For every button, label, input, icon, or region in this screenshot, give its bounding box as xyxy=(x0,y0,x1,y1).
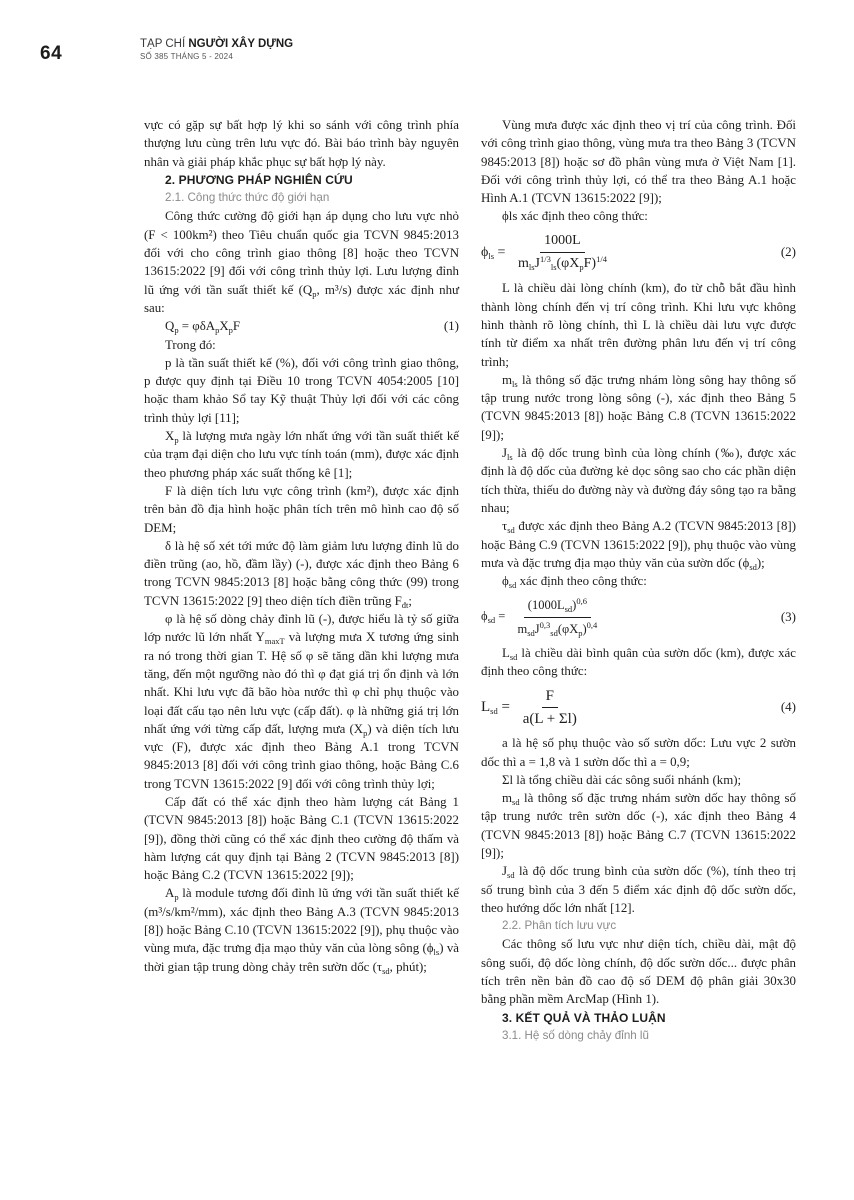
journal-title xyxy=(140,37,293,51)
paragraph: Trong đó: xyxy=(165,337,216,352)
equation-number: (3) xyxy=(780,609,796,625)
equation-3 xyxy=(481,590,796,644)
paragraph: Công thức cường độ giới hạn áp dụng cho lưu vực nhỏ (F < 100km²) theo Tiêu chuẩn quốc gia TCVN 9845:2013 đối với cho công trình giao thông [8] hoặc theo TCVN 13615:2022 [9] đối với công trình thủy lợi. Lưu lượng đỉnh lũ ứng với tần suất thiết kế ($Q_p$, m³/s) được xác định như sau: xyxy=(144,209,460,315)
paragraph: p là tần suất thiết kế (%), đối với công trình giao thông, p được quy định tại Điều 10 trong TCVN 4054:2005 [10] hoặc tham khảo Sổ tay Kỹ thuật Thủy lợi đối với các công trình thủy lợi [11]; xyxy=(144,355,459,425)
paragraph: Vùng mưa được xác định theo vị trí của công trình. Đối với công trình giao thông, vùng mưa tra theo Bảng 3 (TCVN 9845:2013 [8]) hoặc sơ đồ phân vùng mưa ở Việt Nam [1]. Đối với công trình thủy lợi, có thể tra theo Bảng A.1 hoặc Hình A.1 (TCVN 13615:2022 [9]); xyxy=(481,118,796,206)
equation-number: (4) xyxy=(780,699,796,715)
paragraph: a là hệ số phụ thuộc vào số sườn dốc: Lưu vực 2 sườn dốc thì a = 1,8 và 1 sườn dốc thì a = 0,9; xyxy=(481,736,796,769)
paragraph: Σl là tổng chiều dài các sông suối nhánh (km); xyxy=(502,772,742,787)
subsection-heading: 3.1. Hệ số dòng chảy đỉnh lũ xyxy=(502,1028,649,1042)
section-heading: 2. PHƯƠNG PHÁP NGHIÊN CỨU xyxy=(165,172,353,187)
journal-prefix: TẠP CHÍ xyxy=(140,38,186,50)
subsection-heading: 2.1. Công thức thức độ giới hạn xyxy=(165,191,330,205)
paragraph: $\tau_{sd}$ được xác định theo Bảng A.2 (TCVN 9845:2013 [8]) hoặc Bảng C.9 (TCVN 13615:2022 [9]), phụ thuộc vào vùng mưa và đặc trưng địa mạo thủy văn của sườn dốc $(\phi_{sd})$; xyxy=(481,519,796,572)
paragraph: $J_{sd}$ là độ dốc trung bình của sườn dốc (%), tính theo trị số trung bình của 3 đến 5 điểm xác định độ dốc sườn dốc, theo hướng dốc lớn nhất [12]. xyxy=(481,864,796,915)
equation-expression: $Q_p = \varphi\delta A_pX_pF$ xyxy=(165,319,241,336)
paragraph: $J_{ls}$ là độ dốc trung bình của lòng chính (‰), được xác định là độ dốc của đường kẻ dọc sông sao cho các phần diện tích thừa, thiếu do đường này và đường đáy sông tạo ra bằng nhau; xyxy=(481,446,796,515)
paragraph: φ là hệ số dòng chảy đỉnh lũ (-), được hiểu là tỷ số giữa lớp nước lũ lớn nhất $Y_{maxT}$ và lượng mưa X tương ứng sinh ra nó trong thời gian T. Hệ số φ sẽ tăng dần khi lượng mưa tăng, đến một ngưỡng nào đó thì φ đạt giá trị ổn định và lớn nhất. Khi lưu vực đã bão hòa nước thì φ chỉ phụ thuộc vào loại đất cấu tạo nên lưu vực (cấp đất). φ là những giá trị lớn nhất ứng với từng cấp đất, lượng mưa $(X_p)$ và diện tích lưu vực (F), được xác định theo Bảng A.1 trong TCVN 9845:2013 [8] đối với công trình giao thông, hoặc Bảng C.6 trong TCVN 13615:2022 [9] đối với công trình thủy lợi; xyxy=(144,612,460,791)
equation-4 xyxy=(481,681,796,735)
equation-expression: $L_{sd}$ = $\frac{F}{a(L + \Sigma l)}$ xyxy=(481,687,577,727)
journal-name: NGƯỜI XÂY DỰNG xyxy=(188,38,294,50)
subsection-heading: 2.2. Phân tích lưu vực xyxy=(502,919,617,933)
paragraph: ϕls xác định theo công thức: xyxy=(502,209,648,224)
paragraph: δ là hệ số xét tới mức độ làm giảm lưu lượng đỉnh lũ do điền trũng (ao, hồ, đầm lầy) (-), được xác định theo Bảng 6 trong TCVN 9845:2013 [8] hoặc bằng công thức (99) trong TCVN 13615:2022 [9] theo diện tích điền trũng $F_{đt}$; xyxy=(144,538,459,610)
paragraph: Các thông số lưu vực như diện tích, chiều dài, mật độ sông suối, độ dốc lòng chính, độ dốc sườn dốc... được phân tích trên nền bản đồ cao độ số DEM độ phân giải 30x30 bằng phần mềm ArcMap (Hình 1). xyxy=(481,937,796,1007)
equation-number: (1) xyxy=(443,318,459,334)
section-heading: 3. KẾT QUẢ VÀ THẢO LUẬN xyxy=(502,1010,666,1025)
equation-1 xyxy=(144,317,459,335)
right-column xyxy=(481,116,796,1045)
issue-line: SỐ 385 THÁNG 5 - 2024 xyxy=(140,52,233,61)
paragraph: $m_{ls}$ là thông số đặc trưng nhám lòng sông hay thông số tập trung nước trong lòng sông (-), xác định theo Bảng 5 (TCVN 9845:2013 [8]) hoặc Bảng C.8 (TCVN 13615:2022 [9]); xyxy=(481,372,796,442)
paragraph: L là chiều dài lòng chính (km), đo từ chỗ bắt đầu hình thành lòng chính đến vị trí công trình. Khi lưu vực không hình thành rõ lòng chính, thì L là chiều dài lưu vực được tính từ điểm xa nhất trên đường phân lưu đến vị trí công trình; xyxy=(481,281,796,369)
paragraph: F là diện tích lưu vực công trình (km²), được xác định trên bản đồ địa hình hoặc phân tích trên mô hình cao độ số DEM; xyxy=(144,483,459,535)
equation-expression: $\phi_{sd}$ = $\frac{(1000L_{sd})^{0,6}}{m_{sd}J^{0,3}_{sd}(\varphi X_p)^{0,4}}$ xyxy=(481,596,598,638)
paragraph: vực có gặp sự bất hợp lý khi so sánh với công trình phía thượng lưu cùng trên lưu vực đó. Bài báo trình bày nguyên nhân và giải pháp khắc phục sự bất hợp lý này. xyxy=(144,118,459,169)
page-number: 64 xyxy=(40,43,63,64)
left-column xyxy=(144,116,459,976)
paragraph: $\phi_{sd}$ xác định theo công thức: xyxy=(502,574,647,591)
journal-header xyxy=(140,37,293,63)
equation-2 xyxy=(481,226,796,280)
paragraph: $X_p$ là lượng mưa ngày lớn nhất ứng với tần suất thiết kế của trạm đại diện cho lưu vực tính toán (mm), được xác định theo phương pháp xác suất thống kê [1]; xyxy=(144,429,459,480)
paragraph: Cấp đất có thể xác định theo hàm lượng cát Bảng 1 (TCVN 9845:2013 [8]) hoặc Bảng C.1 (TCVN 13615:2022 [9]), đồng thời cũng có thể xác định theo cường độ thấm và hàm lượng cát quy định tại Bảng 2 (TCVN 9845:2013 [8]) hoặc Bảng C.2 (TCVN 13615:2022 [9]); xyxy=(144,794,459,883)
equation-expression: $\phi_{ls}$ = $\frac{1000L}{m_{ls}J^{1/3}_{ls}(\varphi X_pF)^{1/4}}$ xyxy=(481,232,607,273)
paragraph: $L_{sd}$ là chiều dài bình quân của sườn dốc (km), được xác định theo công thức: xyxy=(481,646,796,679)
paragraph: $A_p$ là module tương đối đỉnh lũ ứng với tần suất thiết kế (m³/s/km²/mm), xác định theo Bảng A.3 (TCVN 9845:2013 [8]) hoặc Bảng C.10 (TCVN 13615:2022 [9]), phụ thuộc vào vùng mưa, đặc trưng địa mạo thủy văn của lòng sông $(\phi_{ls})$ và thời gian tập trung dòng chảy trên sườn dốc ($\tau_{sd}$, phút); xyxy=(144,886,459,976)
paragraph: $m_{sd}$ là thông số đặc trưng nhám sườn dốc hay thông số tập trung nước trên sườn dốc (-), xác định theo Bảng 4 (TCVN 9845:2013 [8]) hoặc Bảng C.7 (TCVN 13615:2022 [9]); xyxy=(481,791,796,860)
equation-number: (2) xyxy=(780,244,796,260)
